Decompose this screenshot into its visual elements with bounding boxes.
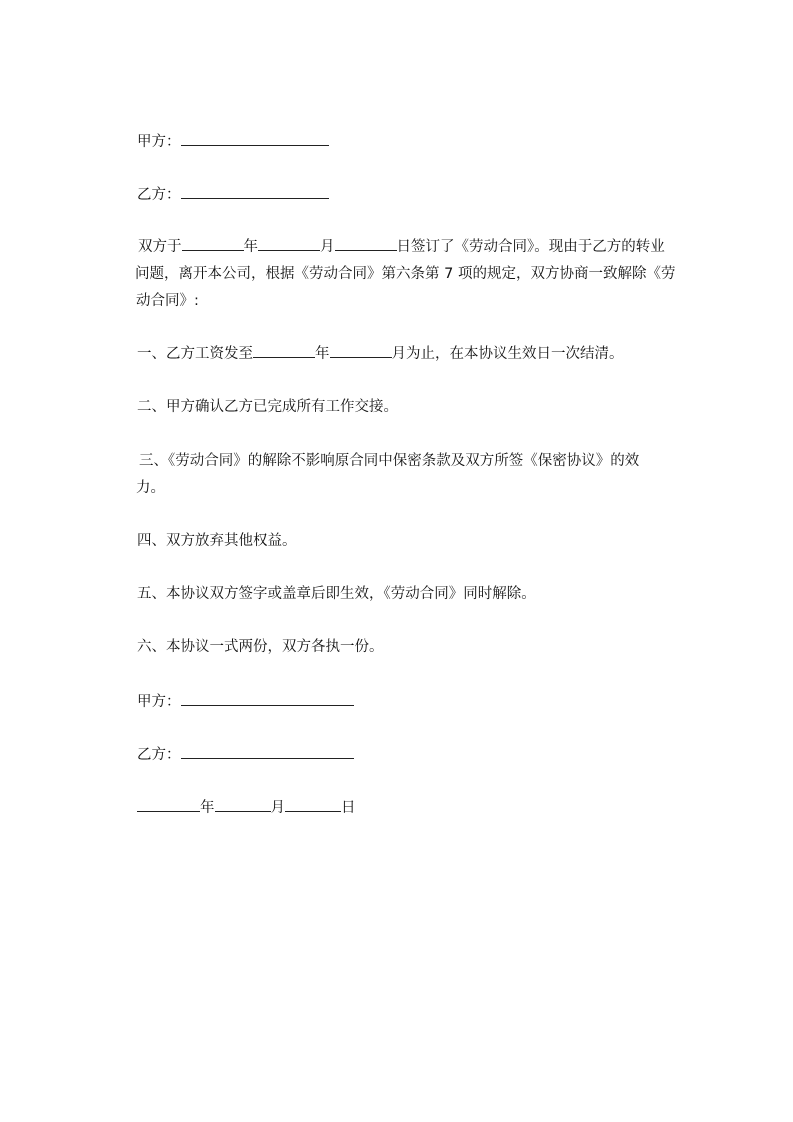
day-blank: [285, 797, 341, 812]
party-b-blank: [181, 184, 329, 199]
day-blank: [335, 236, 397, 251]
signature-party-a: [137, 691, 354, 712]
month-blank: [258, 236, 320, 251]
clause-1: [137, 343, 624, 364]
year-label: 年: [243, 239, 258, 255]
intro-line-3: 动合同》:: [136, 293, 199, 309]
party-b-label: 乙方：: [137, 747, 181, 763]
party-a-signature-blank: [181, 691, 354, 706]
party-a-label: 甲方：: [137, 134, 181, 150]
day-label: 日: [341, 800, 356, 816]
clause-5: 五、本协议双方签字或盖章后即生效，《劳动合同》同时解除。: [137, 586, 536, 602]
intro-line-1: [138, 236, 665, 257]
party-b-signature-blank: [181, 744, 354, 759]
month-label: 月: [320, 239, 335, 255]
year-blank: [182, 236, 244, 251]
intro-line-2: 问题，离开本公司，根据《劳动合同》第六条第 7 项的规定，双方协商一致解除《劳: [135, 266, 676, 282]
signature-date: [137, 797, 356, 818]
month-blank: [215, 797, 271, 812]
intro-text: 日签订了《劳动合同》。现由于乙方的转业: [396, 239, 665, 255]
party-a-label: 甲方：: [137, 694, 181, 710]
party-a-blank: [181, 131, 329, 146]
month-label: 月: [270, 800, 285, 816]
clause-4: 四、双方放弃其他权益。: [137, 533, 297, 549]
clause-2: 二、甲方确认乙方已完成所有工作交接。: [137, 399, 398, 415]
clause-text: 月为止，在本协议生效日一次结清。: [391, 346, 624, 362]
month-blank: [330, 343, 392, 358]
clause-text: 一、乙方工资发至: [137, 346, 253, 362]
intro-text: 双方于: [138, 239, 182, 255]
clause-3-line-2: 力。: [136, 480, 165, 496]
year-blank: [137, 797, 200, 812]
party-a-line: [137, 131, 329, 152]
clause-3-line-1: 三、《劳动合同》的解除不影响原合同中保密条款及双方所签《保密协议》的效: [139, 453, 640, 469]
party-b-label: 乙方：: [137, 187, 181, 203]
year-label: 年: [315, 346, 330, 362]
year-blank: [253, 343, 315, 358]
clause-6: 六、本协议一式两份，双方各执一份。: [137, 639, 384, 655]
signature-party-b: [137, 744, 354, 765]
year-label: 年: [200, 800, 215, 816]
party-b-line: [137, 184, 329, 205]
